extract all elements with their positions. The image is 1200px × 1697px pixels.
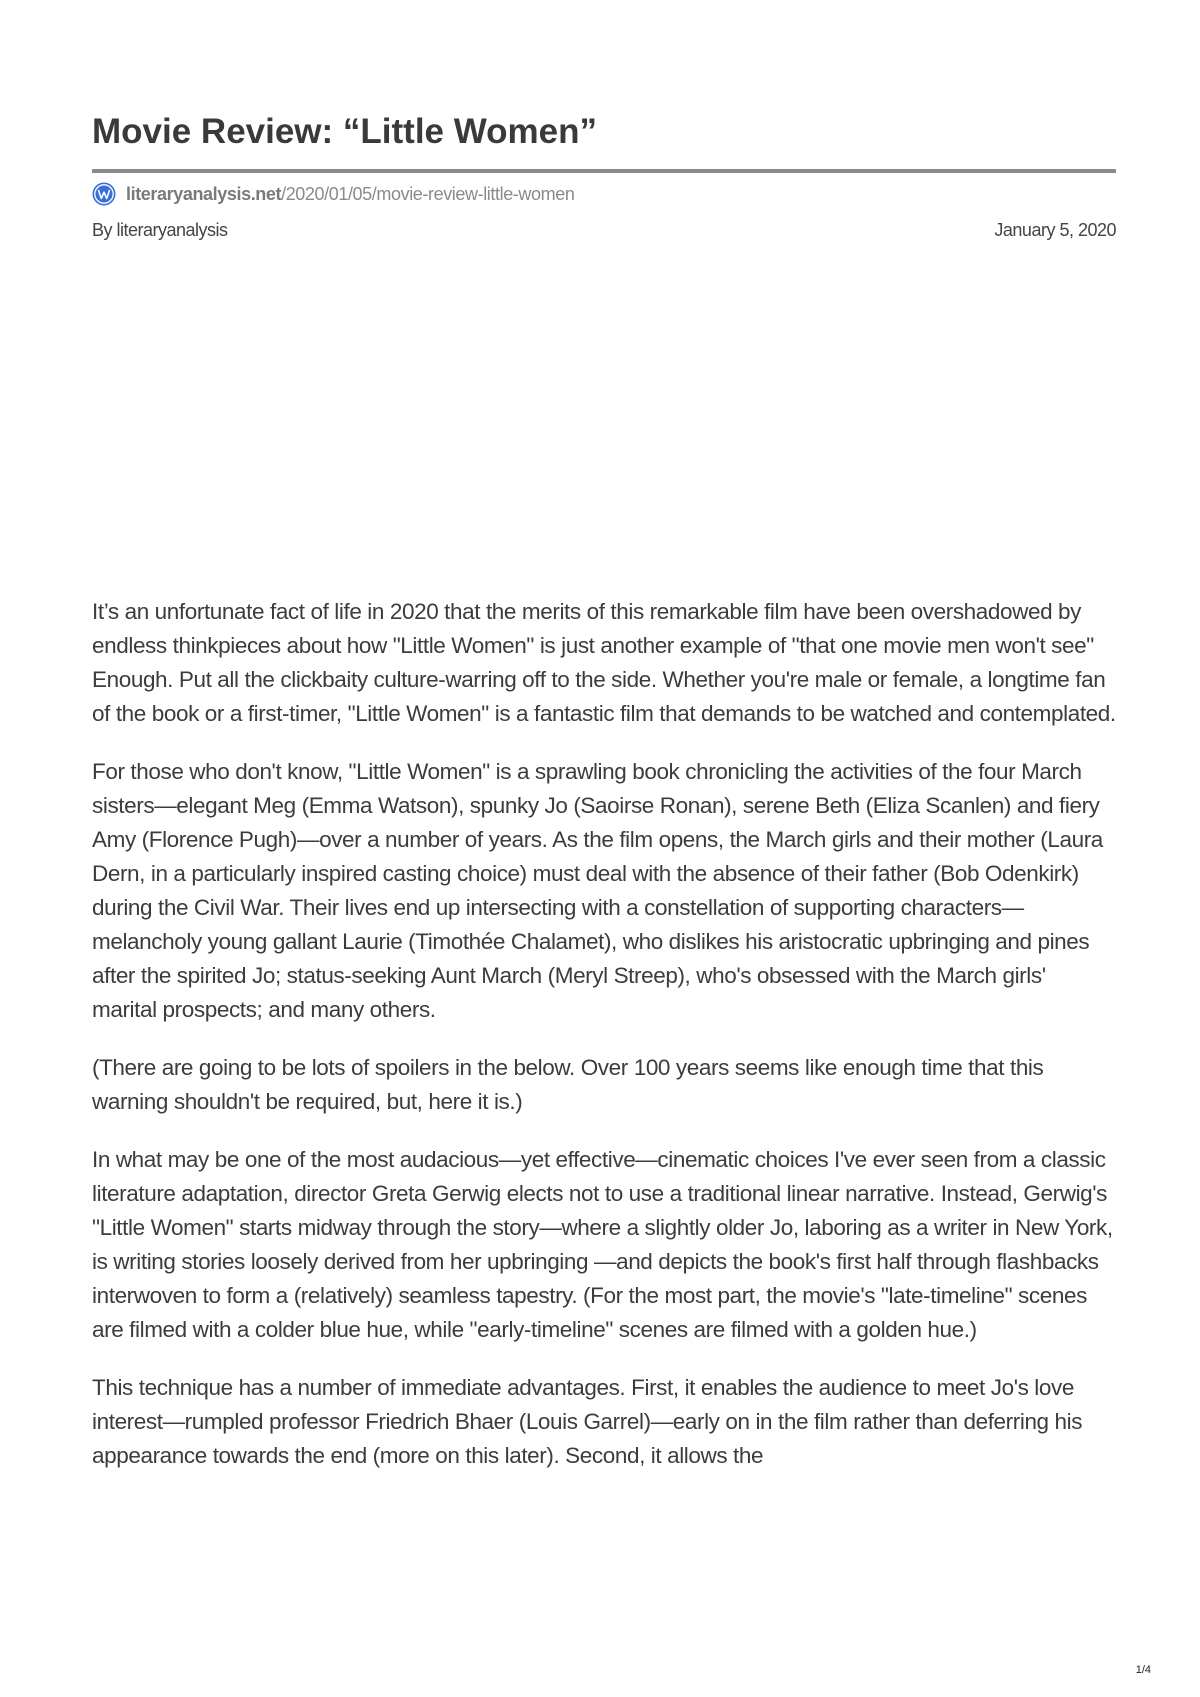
article-body xyxy=(92,595,1116,1497)
source-url[interactable] xyxy=(92,181,574,207)
wordpress-icon xyxy=(92,182,116,206)
article-paragraph: For those who don't know, "Little Women" is a sprawling book chronicling the activities of the four March sisters—elegant Meg (Emma Watson), spunky Jo (Saoirse Ronan), serene Beth (Eliza Scanlen) and fiery Amy (Florence Pugh)—over a number of years. As the film opens, the March girls and their mother (Laura Dern, in a particularly inspired casting choice) must deal with the absence of their father (Bob Odenkirk) during the Civil War. Their lives end up intersecting with a constellation of supporting characters—melancholy young gallant Laurie (Timothée Chalamet), who dislikes his aristocratic upbringing and pines after the spirited Jo; status-seeking Aunt March (Meryl Streep), who's obsessed with the March girls' marital prospects; and many others. xyxy=(92,759,1103,1022)
author-byline: By literaryanalysis xyxy=(92,220,228,240)
article-paragraph: (There are going to be lots of spoilers in the below. Over 100 years seems like enough time that this warning shouldn't be required, but, here it is.) xyxy=(92,1055,1044,1114)
title-divider xyxy=(92,169,1116,173)
byline-row xyxy=(92,220,1116,241)
publish-date: January 5, 2020 xyxy=(994,220,1116,240)
article-title: Movie Review: “Little Women” xyxy=(92,112,597,151)
article-paragraph: It’s an unfortunate fact of life in 2020 that the merits of this remarkable film have been overshadowed by endless thinkpieces about how "Little Women" is just another example of "that one movie men won't see" Enough. Put all the clickbaity culture-warring off to the side. Whether you're male or female, a longtime fan of the book or a first-timer, "Little Women" is a fantastic film that demands to be watched and contemplated. xyxy=(92,599,1116,726)
article-paragraph: This technique has a number of immediate advantages. First, it enables the audience to meet Jo's love interest—rumpled professor Friedrich Bhaer (Louis Garrel)—early on in the film rather than deferring his appearance towards the end (more on this later). Second, it allows the xyxy=(92,1375,1083,1468)
article-paragraph: In what may be one of the most audacious—yet effective—cinematic choices I've ever seen from a classic literature adaptation, director Greta Gerwig elects not to use a traditional linear narrative. Instead, Gerwig's "Little Women" starts midway through the story—where a slightly older Jo, laboring as a writer in New York, is writing stories loosely derived from her upbringing —and depicts the book's first half through flashbacks interwoven to form a (relatively) seamless tapestry. (For the most part, the movie's "late-timeline" scenes are filmed with a colder blue hue, while "early-timeline" scenes are filmed with a golden hue.) xyxy=(92,1147,1113,1342)
source-path[interactable]: /2020/01/05/movie-review-little-women xyxy=(281,183,575,204)
source-domain[interactable]: literaryanalysis.net xyxy=(126,183,282,204)
page-number: 1/4 xyxy=(1135,1664,1151,1676)
